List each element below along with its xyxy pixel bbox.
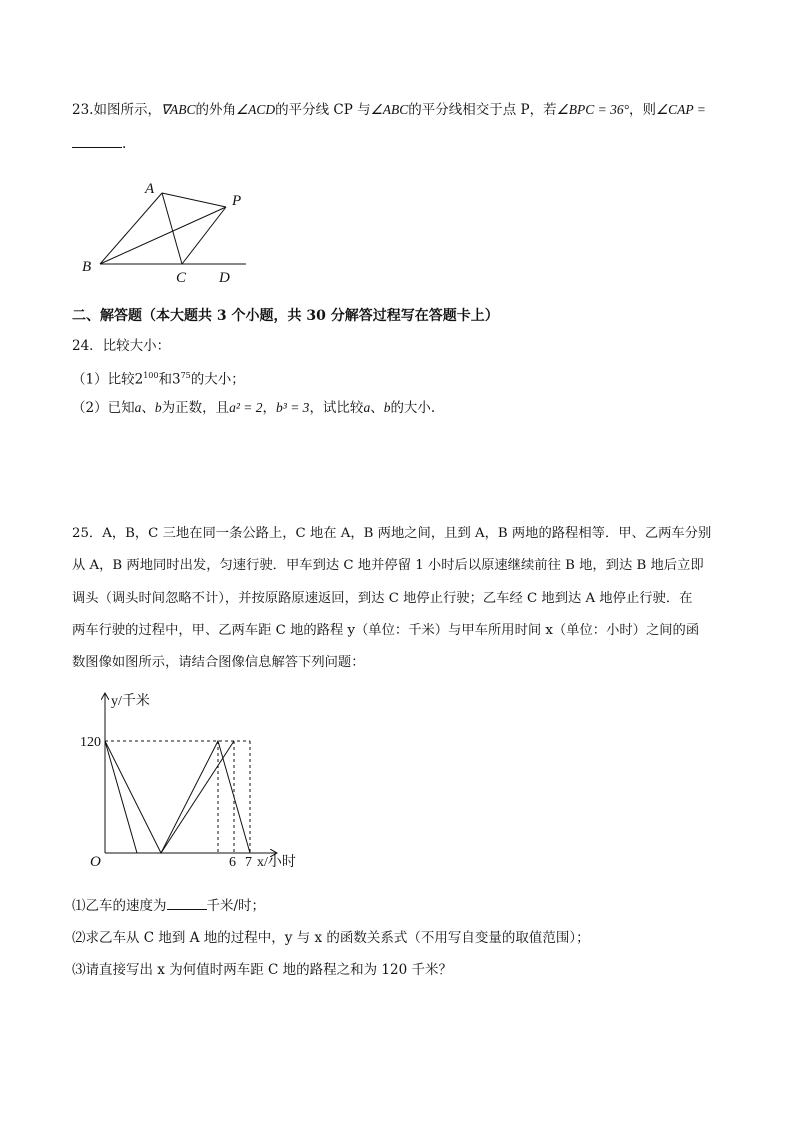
- asked-angle: ∠CAP =: [655, 102, 706, 117]
- y-tick-120: 120: [80, 735, 101, 750]
- q24-title: 24．比较大小：: [72, 338, 171, 354]
- label-p: P: [232, 193, 242, 209]
- line-ac: [162, 193, 182, 264]
- line-bp: [100, 207, 226, 264]
- line-ap: [162, 193, 226, 207]
- x-axis-label: x/小时: [257, 855, 296, 870]
- q25-sub1: ⑴乙车的速度为 千米/时；: [72, 898, 266, 914]
- origin-label: O: [90, 854, 101, 870]
- line-ba: [100, 193, 162, 264]
- q23-number: 23.: [72, 102, 94, 118]
- label-c: C: [176, 270, 187, 286]
- section-2-title: 二、解答题（本大题共 3 个小题，共 30 分解答过程写在答题卡上）: [72, 308, 499, 324]
- q25-line5: 数图像如图所示，请结合图像信息解答下列问题：: [72, 655, 365, 670]
- q24-part2: （2）已知a、b为正数，且a² = 2，b³ = 3，试比较a、b的大小.: [72, 400, 436, 416]
- q23-line1: 23.如图所示，∇ABC的外角∠ACD的平分线 CP 与∠ABC的平分线相交于点 P，若∠BPC = 36°，则∠CAP =: [72, 102, 706, 118]
- q25-sub2: ⑵求乙车从 C 地到 A 地的过程中，y 与 x 的函数关系式（不用写自变量的取值范围）；: [72, 930, 590, 946]
- line-cp: [182, 207, 226, 264]
- q23-answer-line: .: [72, 134, 126, 154]
- triangle-abc: ∇ABC: [160, 102, 196, 117]
- given-angle: ∠BPC = 36°: [556, 102, 629, 117]
- q25-sub3: ⑶请直接写出 x 为何值时两车距 C 地的路程之和为 120 千米？: [72, 962, 452, 978]
- q25-line3: 调头（调头时间忽略不计），并按原路原速返回，到达 C 地停止行驶；乙车经 C 地到达 A 地停止行驶．在: [72, 591, 693, 606]
- label-d: D: [219, 270, 230, 286]
- label-b: B: [82, 259, 92, 275]
- jia-car-line: [105, 741, 250, 853]
- yi-car-line: [105, 741, 234, 853]
- answer-blank: [72, 134, 122, 148]
- q25-line2: 从 A，B 两地同时出发，匀速行驶．甲车到达 C 地并停留 1 小时后以原速继续前往 B 地，到达 B 地后立即: [72, 558, 704, 573]
- q25-line4: 两车行驶的过程中，甲、乙两车距 C 地的路程 y（单位：千米）与甲车所用时间 x（单位：小时）之间的函: [72, 623, 700, 638]
- x-tick-7: 7: [245, 855, 252, 870]
- speed-blank: [167, 896, 207, 910]
- q25-line1: 25．A，B，C 三地在同一条公路上，C 地在 A，B 两地之间，且到 A，B 两地的路程相等．甲、乙两车分别: [72, 526, 712, 541]
- q24-part1: （1）比较$2^{100}$和$3^{75}$的大小；: [72, 371, 245, 388]
- label-a: A: [145, 181, 155, 197]
- x-tick-6: 6: [229, 855, 236, 870]
- y-axis-label: y/千米: [111, 694, 150, 709]
